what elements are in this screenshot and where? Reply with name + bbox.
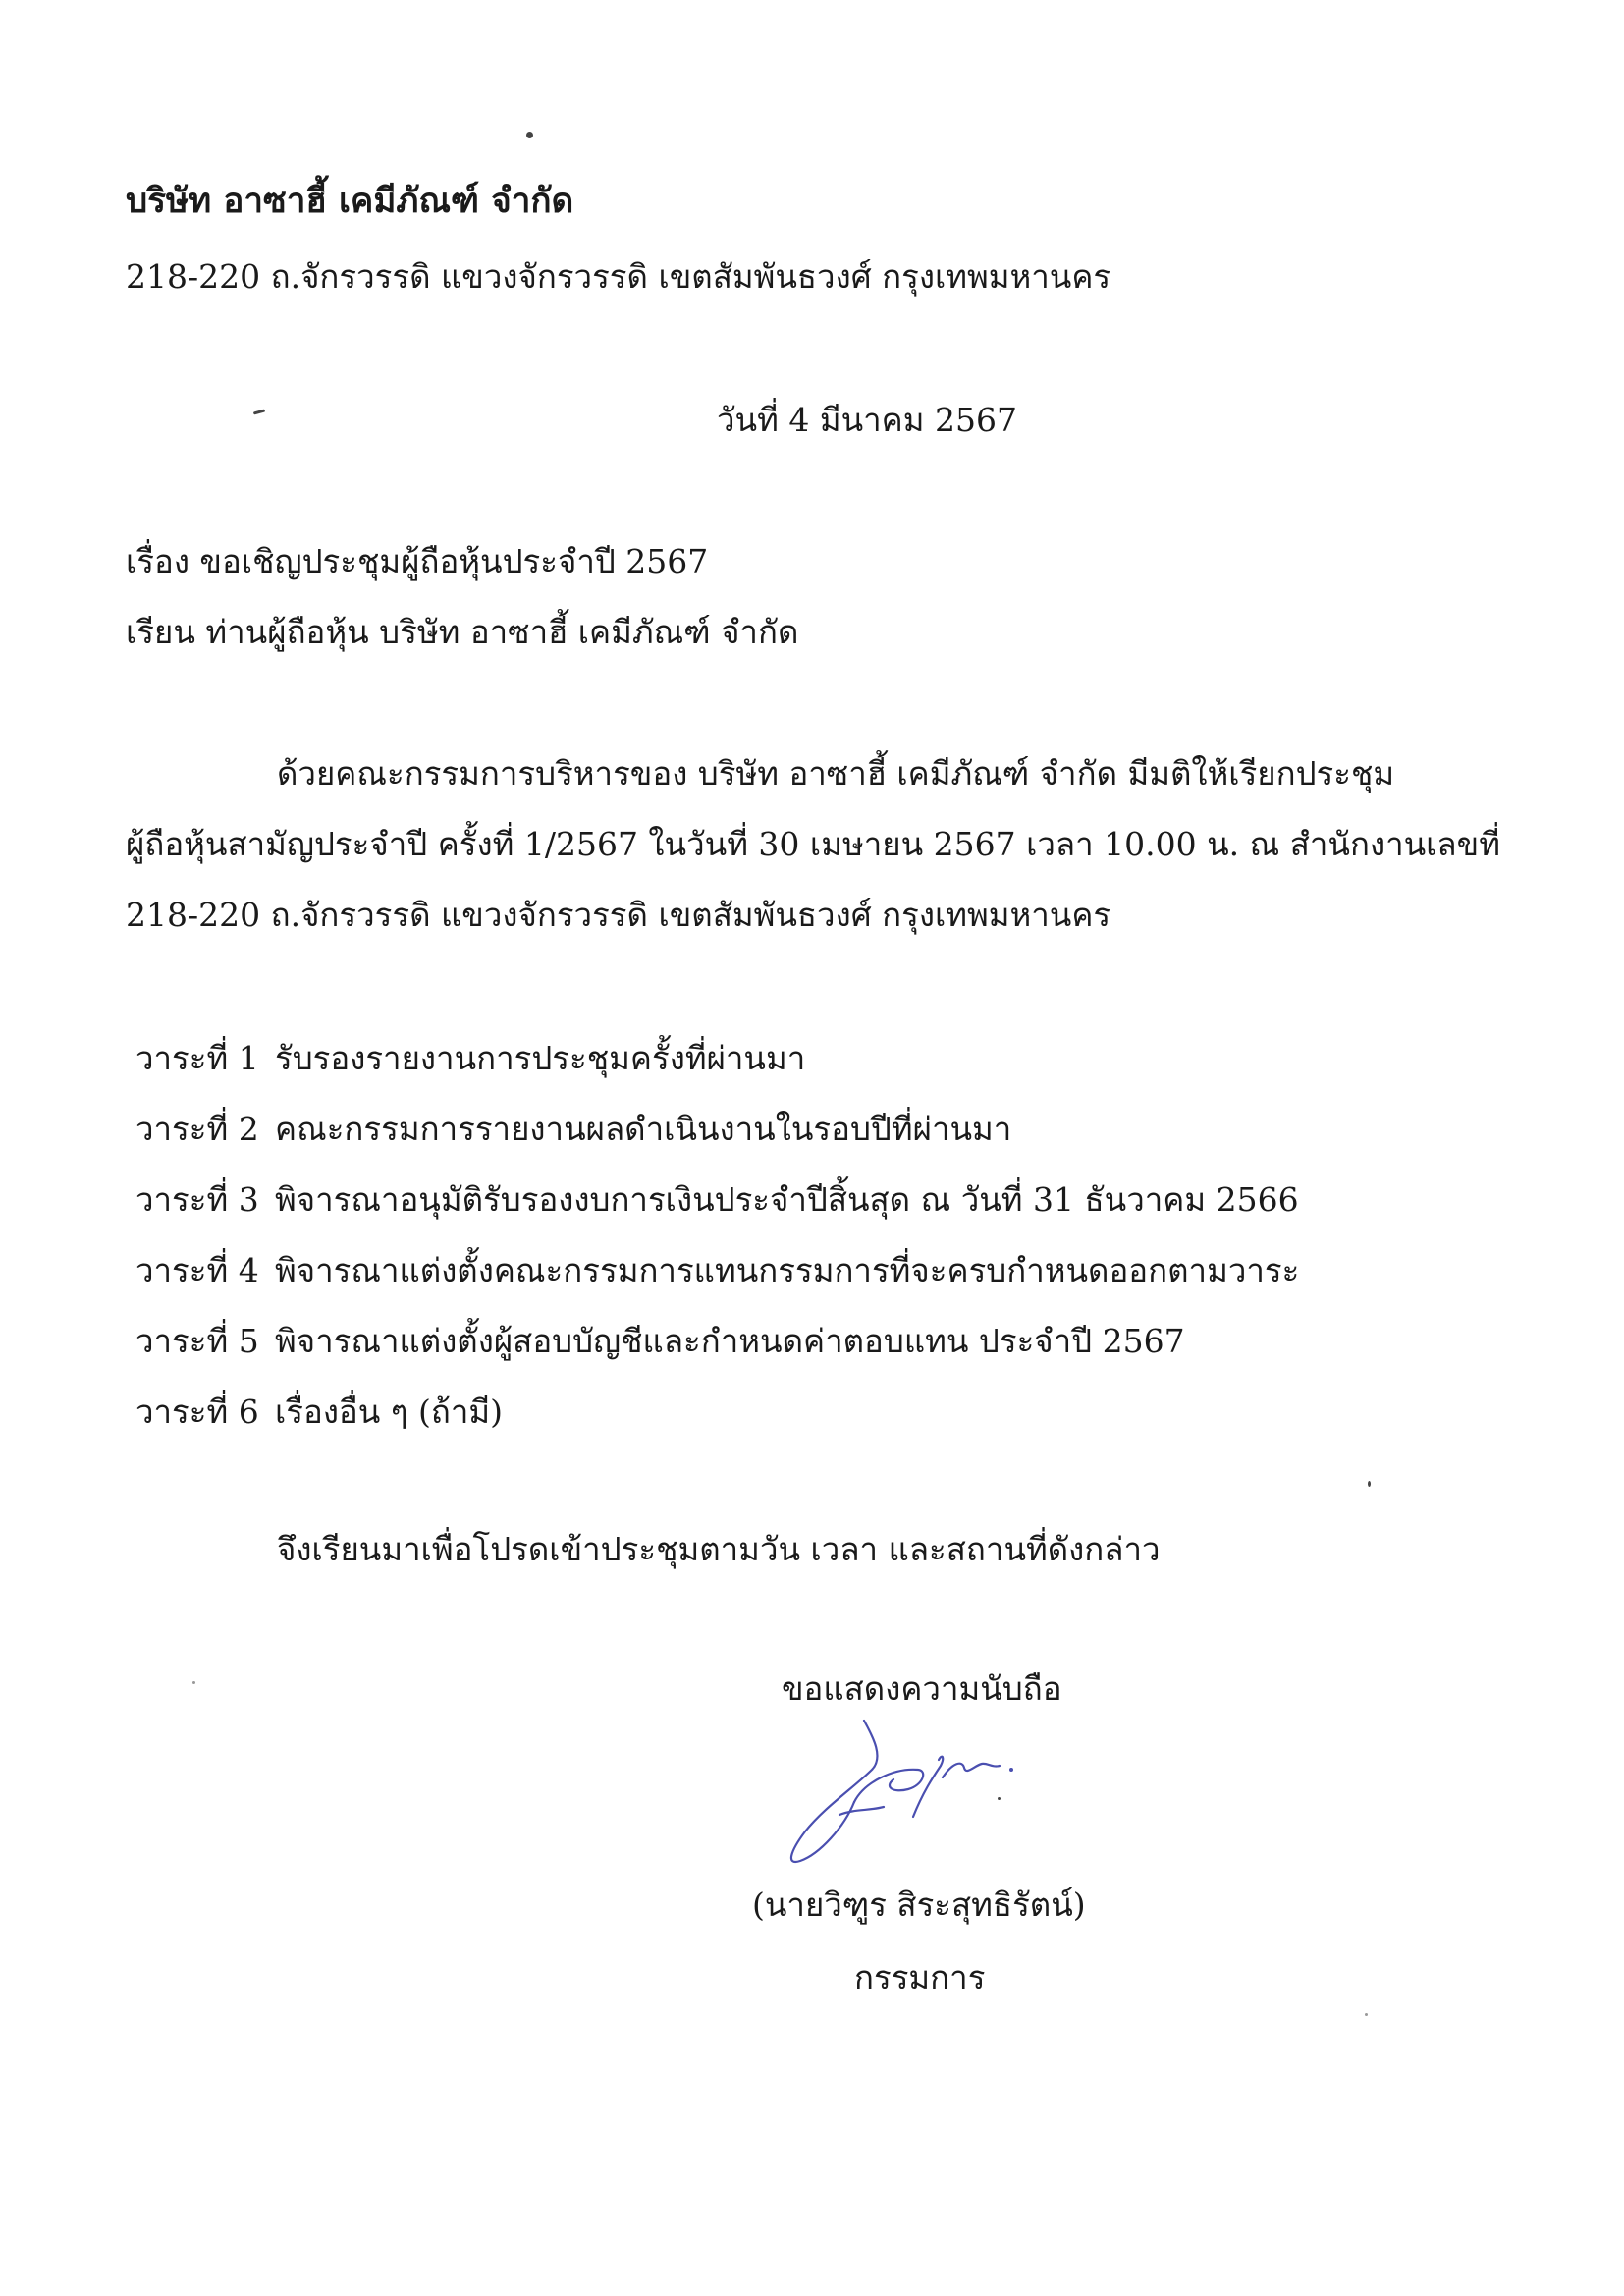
agenda-number: วาระที่ 5	[135, 1322, 259, 1360]
agenda-number: วาระที่ 1	[135, 1039, 259, 1077]
letter-subject: เรื่อง ขอเชิญประชุมผู้ถือหุ้นประจำปี 2567	[126, 542, 709, 580]
agenda-text: คณะกรรมการรายงานผลดำเนินงานในรอบปีที่ผ่านมา	[275, 1110, 1012, 1148]
agenda-text: เรื่องอื่น ๆ (ถ้ามี)	[275, 1393, 504, 1431]
letter-recipient: เรียน ท่านผู้ถือหุ้น บริษัท อาซาฮี้ เคมีภัณฑ์ จำกัด	[126, 613, 799, 651]
agenda-number: วาระที่ 2	[135, 1110, 259, 1148]
agenda-number: วาระที่ 3	[135, 1180, 259, 1219]
agenda-item	[135, 1039, 805, 1078]
closing-statement: จึงเรียนมาเพื่อโปรดเข้าประชุมตามวัน เวลา และสถานที่ดังกล่าว	[277, 1530, 1161, 1568]
scan-speck	[253, 409, 265, 414]
scan-speck	[1365, 2013, 1368, 2016]
scan-speck	[998, 1797, 1001, 1800]
signer-name: (นายวิฑูร สิระสุทธิรัตน์)	[752, 1886, 1086, 1924]
scan-speck	[192, 1681, 195, 1684]
agenda-number: วาระที่ 4	[135, 1251, 259, 1289]
signer-title: กรรมการ	[854, 1958, 986, 1996]
scan-speck	[1368, 1481, 1371, 1487]
agenda-item	[135, 1110, 1011, 1149]
scan-speck	[526, 132, 533, 138]
body-line-2: ผู้ถือหุ้นสามัญประจำปี ครั้งที่ 1/2567 ในวันที่ 30 เมษายน 2567 เวลา 10.00 น. ณ สำนักงานเลขที่	[126, 825, 1500, 863]
agenda-text: รับรองรายงานการประชุมครั้งที่ผ่านมา	[275, 1039, 806, 1077]
agenda-item	[135, 1393, 503, 1432]
agenda-item	[135, 1180, 1299, 1220]
company-name: บริษัท อาซาฮี้ เคมีภัณฑ์ จำกัด	[126, 181, 574, 221]
body-line-3: 218-220 ถ.จักรวรรดิ แขวงจักรวรรดิ เขตสัมพันธวงศ์ กรุงเทพมหานคร	[126, 896, 1111, 934]
handwritten-signature	[746, 1709, 1041, 1876]
company-address: 218-220 ถ.จักรวรรดิ แขวงจักรวรรดิ เขตสัมพันธวงศ์ กรุงเทพมหานคร	[126, 257, 1111, 296]
agenda-text: พิจารณาอนุมัติรับรองงบการเงินประจำปีสิ้นสุด ณ วันที่ 31 ธันวาคม 2566	[275, 1180, 1299, 1219]
agenda-number: วาระที่ 6	[135, 1393, 259, 1431]
letter-date: วันที่ 4 มีนาคม 2567	[717, 401, 1017, 439]
body-line-1: ด้วยคณะกรรมการบริหารของ บริษัท อาซาฮี้ เคมีภัณฑ์ จำกัด มีมติให้เรียกประชุม	[277, 754, 1395, 793]
agenda-item	[135, 1322, 1185, 1361]
agenda-text: พิจารณาแต่งตั้งผู้สอบบัญชีและกำหนดค่าตอบแทน ประจำปี 2567	[275, 1322, 1185, 1360]
agenda-text: พิจารณาแต่งตั้งคณะกรรมการแทนกรรมการที่จะครบกำหนดออกตามวาระ	[275, 1251, 1300, 1289]
agenda-item	[135, 1251, 1299, 1290]
regards-text: ขอแสดงความนับถือ	[782, 1669, 1062, 1708]
